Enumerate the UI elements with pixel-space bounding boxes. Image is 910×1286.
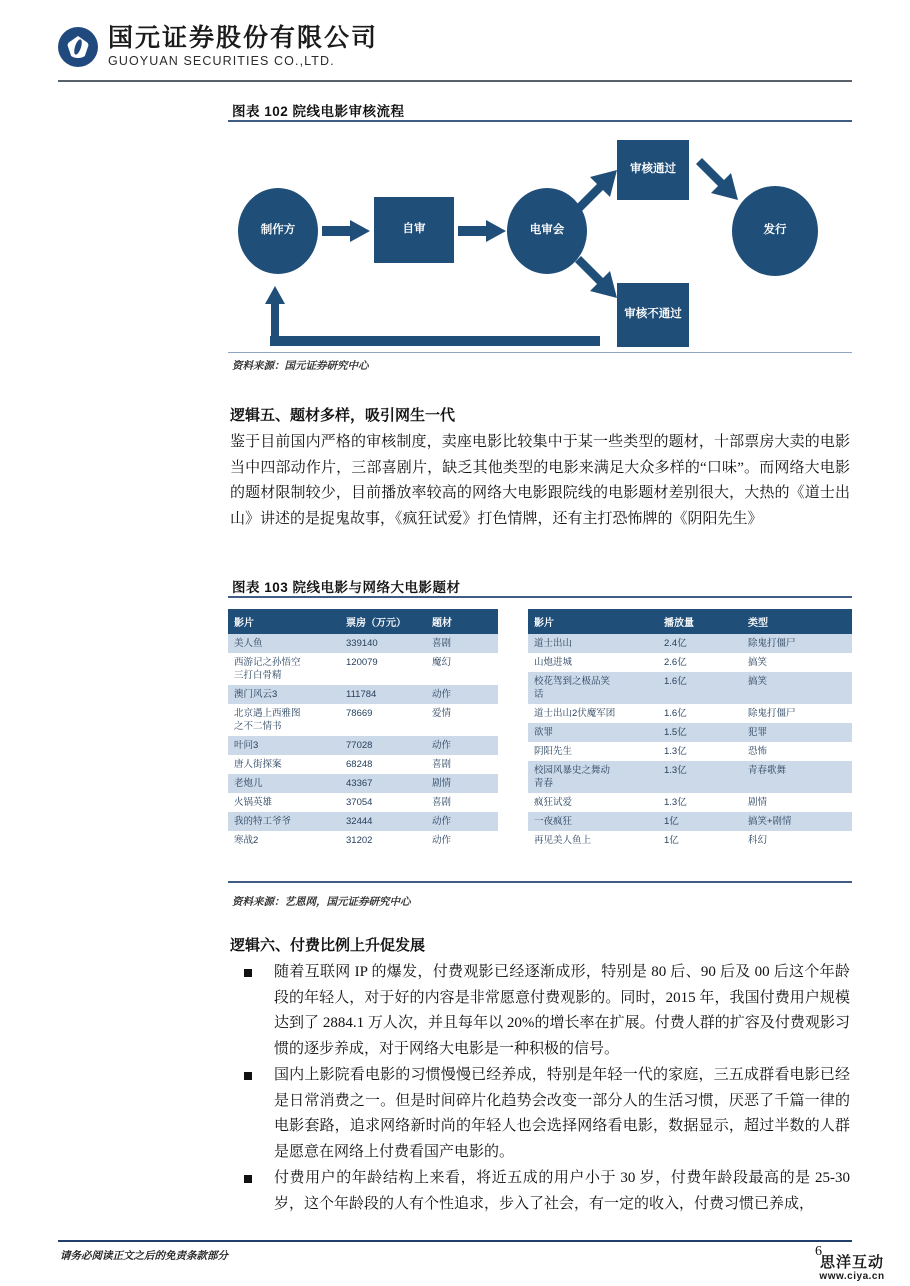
table-cell: 除鬼打僵尸 [742,634,852,653]
list-item: 国内上影院看电影的习惯慢慢已经养成，特别是年轻一代的家庭，三五成群看电影已经是日常消费之一。但是时间碎片化趋势会改变一部分人的生活习惯，厌恶了千篇一律的电影套路，追求网络新时尚的年轻人也会选择网络看电影，数据显示，超过半数的人群是愿意在网络上付费看国产电影的。 [230,1063,850,1165]
table-cell: 校花驾到之极品笑 话 [528,672,658,704]
table-cell: 青春歌舞 [742,761,852,793]
table-row [228,634,498,653]
table-cell: 喜剧 [426,755,498,774]
table-cell: 2.6亿 [658,653,742,672]
column-header-boxoffice: 票房（万元） [340,609,426,634]
table-cell: 动作 [426,812,498,831]
table-cell: 火锅英雄 [228,793,340,812]
table-row [528,704,852,723]
table-cell: 1.3亿 [658,761,742,793]
table-cell: 动作 [426,685,498,704]
table-row [528,634,852,653]
table-cell: 2.4亿 [658,634,742,653]
online-films-body [528,634,852,850]
table-row [528,653,852,672]
table-cell: 78669 [340,704,426,736]
table-cell: 校园风暴史之舞动 青春 [528,761,658,793]
section-six-heading-text: 逻辑六、付费比例上升促发展 [230,938,426,954]
table-cell: 339140 [340,634,426,653]
table-header-row [228,609,498,634]
table-cell: 西游记之孙悟空 三打白骨精 [228,653,340,685]
flow-arrow-committee-to-rejected [573,256,619,302]
company-logo [58,18,852,76]
column-header-film: 影片 [228,609,340,634]
footer-divider [58,1240,852,1242]
section-five-body: 鉴于目前国内严格的审核制度，卖座电影比较集中于某一些类型的题材，十部票房大卖的电影当中四部动作片，三部喜剧片，缺乏其他类型的电影来满足大众多样的“口味”。而网络大电影的题材限制较少，目前播放率较高的网络大电影跟院线的电影题材差别很大，大热的《道士出山》讲述的是捉鬼故事，《疯狂试爱》打色情牌，还有主打恐怖牌的《阴阳先生》 [230,434,850,527]
table-cell: 叶问3 [228,736,340,755]
table-cell: 43367 [340,774,426,793]
table-cell: 犯罪 [742,723,852,742]
table-cell: 寒战2 [228,831,340,850]
column-header-genre: 题材 [426,609,498,634]
flow-node-release: 发行 [732,186,818,276]
table-cell: 1亿 [658,812,742,831]
figure-102-source: 资料来源：国元证券研究中心 [232,361,369,372]
table-row [528,812,852,831]
table-cell: 1.5亿 [658,723,742,742]
flow-node-self-review: 自审 [374,197,454,263]
table-cell: 1.6亿 [658,672,742,704]
list-item: 随着互联网 IP 的爆发，付费观影已经逐渐成形，特别是 80 后、90 后及 00 后这个年龄段的年轻人，对于好的内容是非常愿意付费观影的。同时，2015 年，我国付费用户规模达到了 2884.1 万人次，并且每年以 20%的增长率在扩展。付费人群的扩容及付费观影习惯的逐步养成，对于网络大电影是一种积极的信号。 [230,960,850,1062]
table-row [528,761,852,793]
table-cell: 再见美人鱼上 [528,831,658,850]
watermark-url: www.ciya.cn [819,1270,885,1282]
section-six-heading [230,934,850,960]
table-cell: 我的特工爷爷 [228,812,340,831]
table-cell: 唐人街探案 [228,755,340,774]
column-header-film: 影片 [528,609,658,634]
table-cell: 阴阳先生 [528,742,658,761]
table-row [228,685,498,704]
watermark-name: 思洋互动 [819,1253,884,1271]
table-row [528,723,852,742]
company-name-cn: 国元证券股份有限公司 [108,24,379,53]
figure-103-source: 资料来源：艺恩网，国元证券研究中心 [232,897,411,908]
online-films-table [528,609,852,850]
flow-arrow-producer-to-self-review [322,220,372,242]
table-row [528,793,852,812]
table-row [528,831,852,850]
table-cell: 欲罪 [528,723,658,742]
watermark-logo [800,1252,904,1284]
table-cell: 剧情 [426,774,498,793]
table-cell: 魔幻 [426,653,498,685]
page-header [58,18,852,76]
figure-103-title: 图表 103 院线电影与网络大电影题材 [232,580,461,595]
flow-node-approved: 审核通过 [617,140,689,200]
theatrical-films-table [228,609,498,850]
table-cell: 31202 [340,831,426,850]
table-cell: 68248 [340,755,426,774]
figure-103-title-rule [228,596,852,598]
table-cell: 道士出山2伏魔军团 [528,704,658,723]
column-header-views: 播放量 [658,609,742,634]
section-six-bullets [230,960,850,1218]
table-row [228,736,498,755]
table-cell: 老炮儿 [228,774,340,793]
table-cell: 搞笑 [742,672,852,704]
table-cell: 1.6亿 [658,704,742,723]
table-cell: 77028 [340,736,426,755]
company-name-block [108,26,378,68]
flow-arrow-feedback-to-producer [264,286,286,340]
table-cell: 喜剧 [426,634,498,653]
table-cell: 搞笑 [742,653,852,672]
table-row [228,831,498,850]
table-cell: 山炮进城 [528,653,658,672]
table-cell: 一夜疯狂 [528,812,658,831]
theatrical-films-body [228,634,498,850]
table-cell: 111784 [340,685,426,704]
header-divider [58,80,852,82]
table-header-row [528,609,852,634]
figure-103-bottom-rule [228,881,852,883]
table-cell: 科幻 [742,831,852,850]
figure-102-title-rule [228,120,852,122]
table-cell: 道士出山 [528,634,658,653]
table-row [228,755,498,774]
table-cell: 美人鱼 [228,634,340,653]
list-item: 付费用户的年龄结构上来看，将近五成的用户小于 30 岁，付费年龄段最高的是 25-30 岁，这个年龄段的人有个性追求，步入了社会，有一定的收入，付费习惯已养成， [230,1166,850,1217]
flow-node-rejected: 审核不通过 [617,283,689,347]
table-row [228,774,498,793]
table-cell: 1.3亿 [658,742,742,761]
table-row [228,704,498,736]
table-cell: 37054 [340,793,426,812]
flow-arrow-self-review-to-committee [458,220,508,242]
table-cell: 120079 [340,653,426,685]
flow-node-review-committee: 电审会 [507,188,587,274]
review-flowchart [228,128,852,356]
table-row [228,653,498,685]
table-row [528,742,852,761]
figure-102-bottom-rule [228,352,852,353]
column-header-type: 类型 [742,609,852,634]
section-five-heading-text: 逻辑五、题材多样，吸引网生一代 [230,408,456,424]
section-five-heading [230,404,850,430]
guoyuan-logo-icon [58,27,98,67]
table-cell: 北京遇上西雅图 之不二情书 [228,704,340,736]
table-cell: 澳门风云3 [228,685,340,704]
flow-arrow-committee-to-approved [573,166,619,212]
table-row [228,793,498,812]
table-row [528,672,852,704]
table-cell: 1亿 [658,831,742,850]
table-cell: 动作 [426,831,498,850]
table-cell: 爱情 [426,704,498,736]
figure-102-title: 图表 102 院线电影审核流程 [232,104,405,119]
flow-arrow-approved-to-release [694,158,740,204]
footer-disclaimer: 请务必阅读正文之后的免责条款部分 [60,1251,228,1262]
table-cell: 1.3亿 [658,793,742,812]
company-name-en: GUOYUAN SECURITIES CO.,LTD. [108,54,335,69]
table-cell: 32444 [340,812,426,831]
table-cell: 除鬼打僵尸 [742,704,852,723]
table-cell: 剧情 [742,793,852,812]
table-cell: 恐怖 [742,742,852,761]
table-row [228,812,498,831]
flow-feedback-bar [270,336,600,346]
table-cell: 喜剧 [426,793,498,812]
page-number: 6 [815,1244,822,1259]
flow-node-producer: 制作方 [238,188,318,274]
table-cell: 搞笑+剧情 [742,812,852,831]
table-cell: 动作 [426,736,498,755]
table-cell: 疯狂试爱 [528,793,658,812]
